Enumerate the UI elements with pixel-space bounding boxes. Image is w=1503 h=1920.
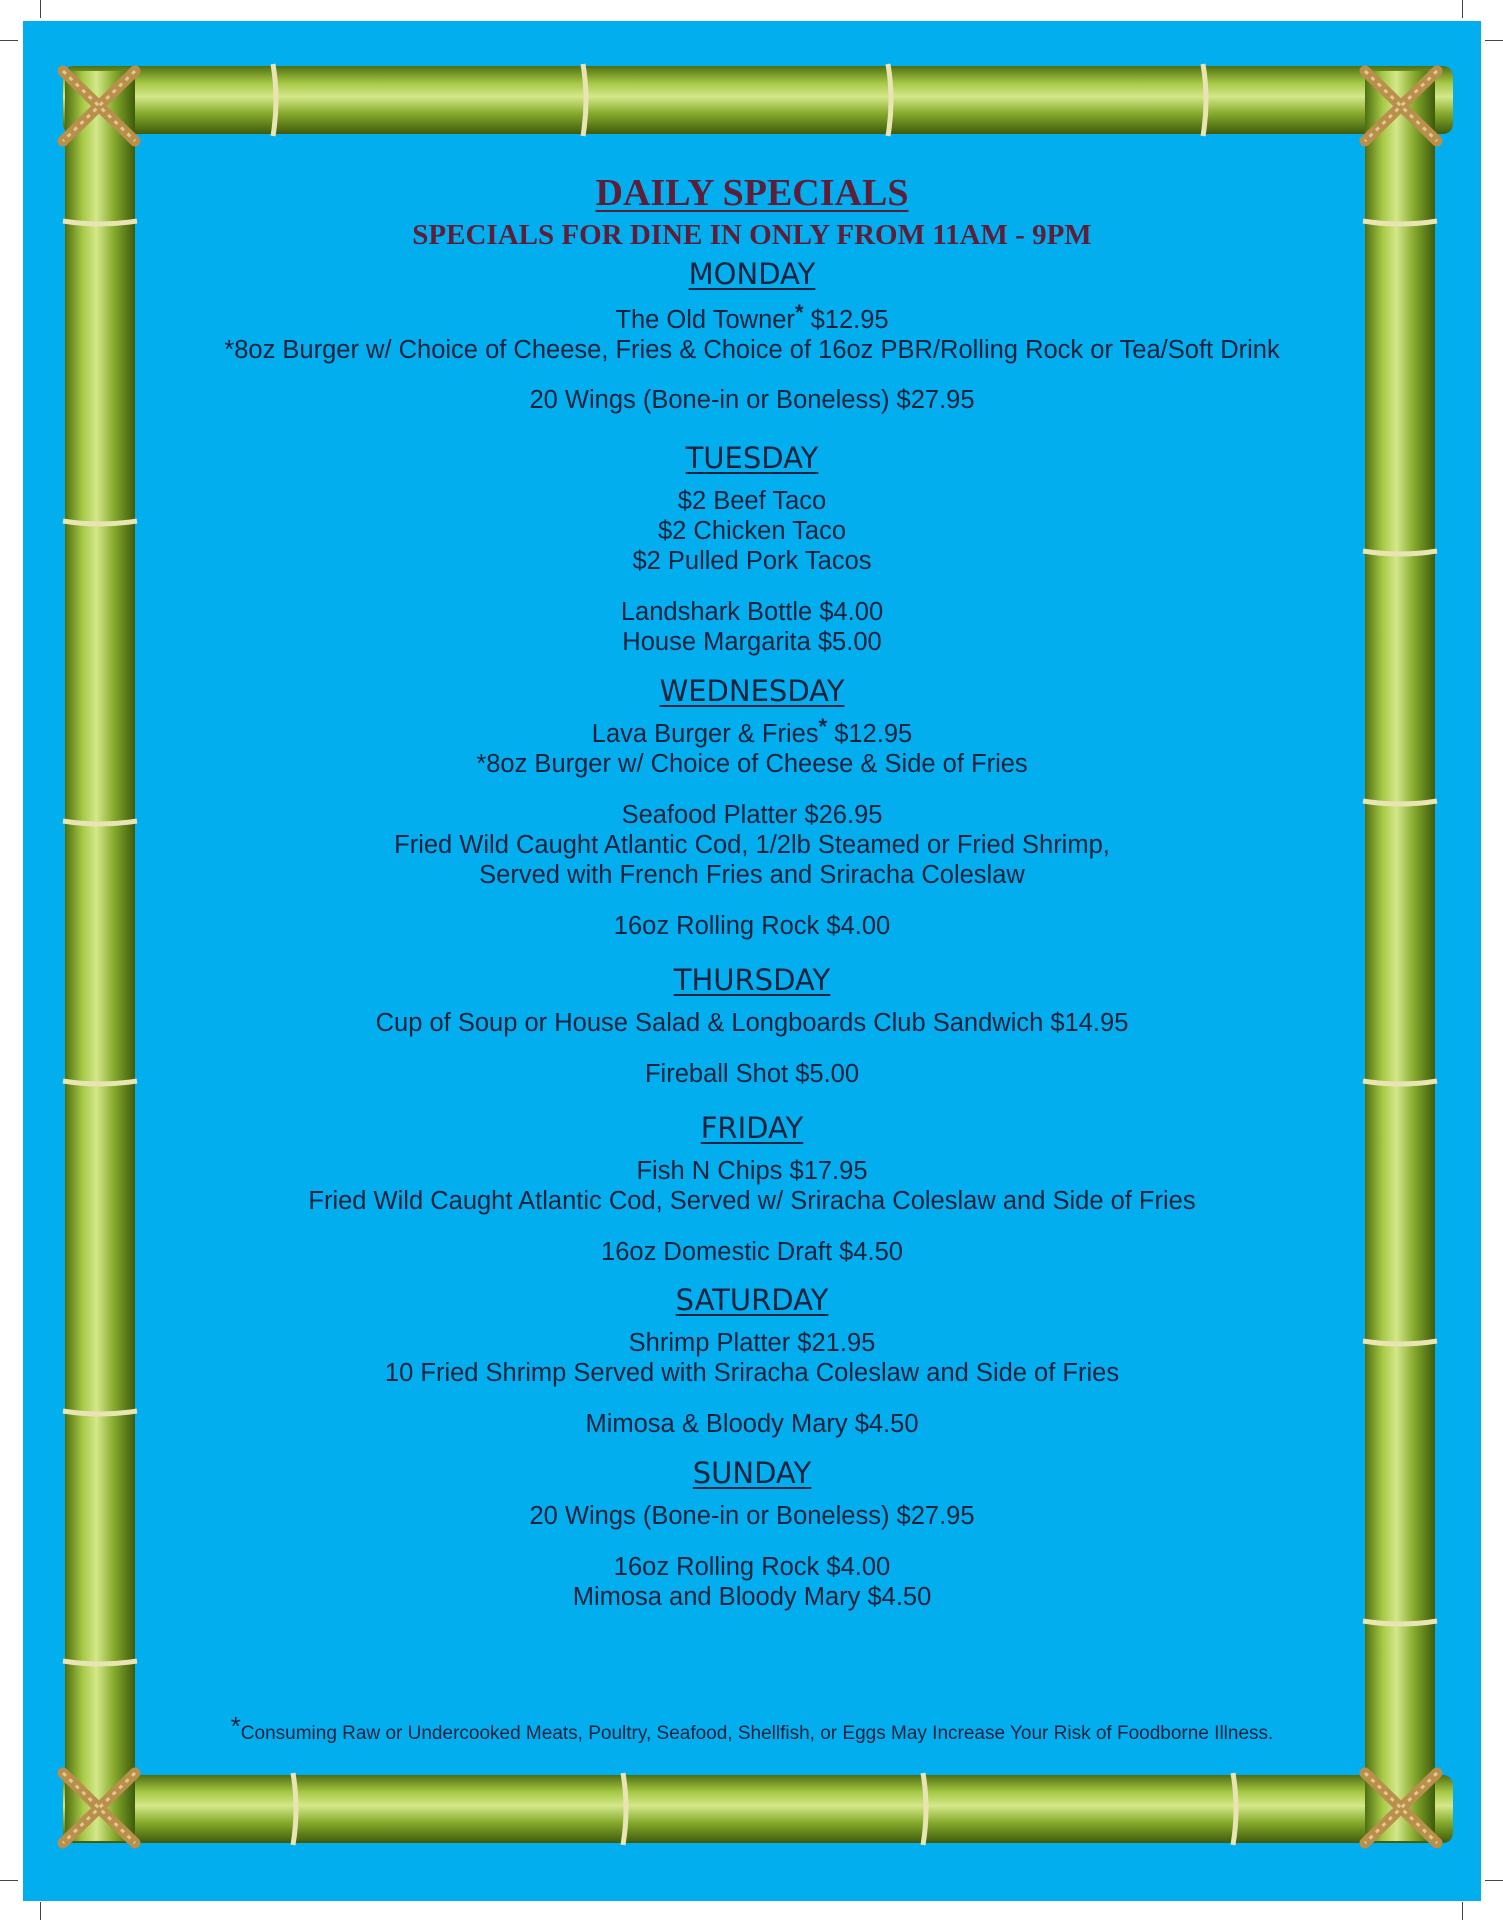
day-heading-thursday: THURSDAY xyxy=(673,963,831,997)
crop-mark xyxy=(1462,1902,1463,1920)
asterisk-mark: * xyxy=(794,300,804,325)
drink-item: House Margarita $5.00 xyxy=(622,628,882,656)
day-heading-tuesday: TUESDAY xyxy=(685,441,819,475)
crop-mark xyxy=(1485,40,1503,41)
item-description: Fried Wild Caught Atlantic Cod, 1/2lb Steamed or Fried Shrimp, xyxy=(394,831,1110,859)
asterisk-mark: * xyxy=(818,714,828,739)
disclaimer-text: Consuming Raw or Undercooked Meats, Poultry, Seafood, Shellfish, or Eggs May Increase Your Risk of Foodborne Illness. xyxy=(240,1723,1274,1744)
drink-item: Mimosa & Bloody Mary $4.50 xyxy=(585,1410,919,1438)
item-name: The Old Towner xyxy=(615,306,795,334)
day-heading-monday: MONDAY xyxy=(688,257,816,291)
crop-mark xyxy=(0,40,18,41)
disclaimer-note xyxy=(23,1711,1481,1745)
menu-item: Seafood Platter $26.95 xyxy=(621,801,883,829)
drink-item: Fireball Shot $5.00 xyxy=(644,1060,860,1088)
asterisk-mark: * xyxy=(230,1711,241,1741)
drink-item: 16oz Rolling Rock $4.00 xyxy=(613,1553,891,1581)
menu-item: $2 Pulled Pork Tacos xyxy=(632,547,872,575)
drink-item: 16oz Domestic Draft $4.50 xyxy=(601,1238,903,1266)
day-heading-sunday: SUNDAY xyxy=(692,1456,812,1490)
bamboo-bottom xyxy=(63,1775,1453,1843)
drink-item: Landshark Bottle $4.00 xyxy=(620,598,884,626)
menu-item: $2 Beef Taco xyxy=(677,487,827,515)
crop-mark xyxy=(0,1880,18,1881)
item-price: $12.95 xyxy=(827,720,913,748)
crop-mark xyxy=(1462,0,1463,18)
bamboo-top xyxy=(63,66,1453,134)
day-heading-wednesday: WEDNESDAY xyxy=(659,674,845,708)
drink-item: Mimosa and Bloody Mary $4.50 xyxy=(572,1583,932,1611)
crop-mark xyxy=(40,1902,41,1920)
menu-item xyxy=(23,714,1481,749)
menu-item: Shrimp Platter $21.95 xyxy=(628,1329,876,1357)
bamboo-frame xyxy=(23,21,1481,1901)
item-description: Fried Wild Caught Atlantic Cod, Served w/ Sriracha Coleslaw and Side of Fries xyxy=(308,1187,1196,1215)
item-description: 10 Fried Shrimp Served with Sriracha Coleslaw and Side of Fries xyxy=(384,1359,1120,1387)
day-heading-saturday: SATURDAY xyxy=(675,1283,829,1317)
menu-item: Cup of Soup or House Salad & Longboards Club Sandwich $14.95 xyxy=(375,1009,1129,1037)
item-price: $12.95 xyxy=(803,306,889,334)
item-name: Lava Burger & Fries xyxy=(591,720,819,748)
drink-item: 16oz Rolling Rock $4.00 xyxy=(613,912,891,940)
crop-mark xyxy=(1485,1880,1503,1881)
page-title: DAILY SPECIALS xyxy=(595,172,909,214)
crop-mark xyxy=(40,0,41,18)
menu-item: Fish N Chips $17.95 xyxy=(636,1157,868,1185)
menu-item xyxy=(23,300,1481,335)
item-description: Served with French Fries and Sriracha Coleslaw xyxy=(479,861,1025,889)
menu-item: $2 Chicken Taco xyxy=(657,517,847,545)
menu-item: 20 Wings (Bone-in or Boneless) $27.95 xyxy=(529,1502,975,1530)
menu-sheet xyxy=(23,21,1481,1901)
item-description: *8oz Burger w/ Choice of Cheese, Fries & Choice of 16oz PBR/Rolling Rock or Tea/Soft Drink xyxy=(224,336,1280,364)
menu-item: 20 Wings (Bone-in or Boneless) $27.95 xyxy=(529,386,975,414)
item-description: *8oz Burger w/ Choice of Cheese & Side of Fries xyxy=(476,750,1028,778)
day-heading-friday: FRIDAY xyxy=(700,1111,804,1145)
page-subtitle: SPECIALS FOR DINE IN ONLY FROM 11AM - 9PM xyxy=(412,219,1092,251)
